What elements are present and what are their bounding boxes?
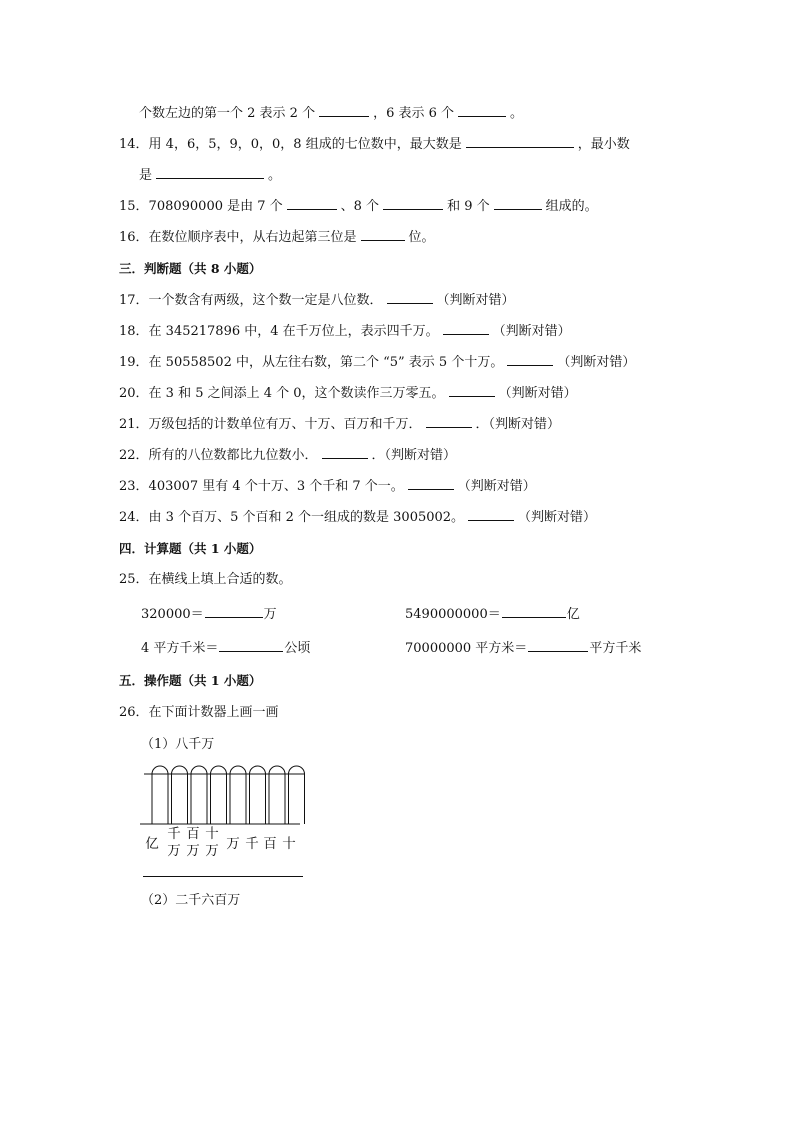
text: 70000000 平方米＝ <box>405 641 528 656</box>
abacus-rod-2[interactable] <box>172 766 188 824</box>
q13-continuation <box>139 104 523 123</box>
answer-blank[interactable] <box>361 228 405 241</box>
text: 19．在 50558502 中，从左往右数，第二个 “5” 表示 5 个十万。 <box>119 355 504 370</box>
abacus-rod-3[interactable] <box>191 766 207 824</box>
answer-blank[interactable] <box>494 197 542 210</box>
text: 是 <box>139 168 153 183</box>
text: 5490000000＝ <box>405 607 501 622</box>
answer-blank[interactable] <box>408 477 454 490</box>
question-20 <box>119 384 577 403</box>
question-26: 26．在下面计数器上画一画 <box>119 705 279 720</box>
label-bottom: 万 <box>186 843 200 859</box>
answer-blank[interactable] <box>319 104 369 117</box>
abacus-rod-8[interactable] <box>289 766 305 824</box>
question-14 <box>119 135 630 154</box>
label-top: 百 <box>263 836 277 852</box>
calc-item-2 <box>405 605 580 624</box>
answer-blank[interactable] <box>458 104 506 117</box>
answer-blank[interactable] <box>219 639 283 652</box>
answer-blank[interactable] <box>502 605 566 618</box>
text: 17．一个数含有两级，这个数一定是八位数． <box>119 293 383 308</box>
abacus-label-8 <box>280 836 298 853</box>
question-21 <box>119 415 560 434</box>
answer-blank[interactable] <box>322 446 368 459</box>
part-1-label: （1）八千万 <box>141 737 215 752</box>
abacus-label-1 <box>143 836 161 853</box>
question-19 <box>119 353 635 372</box>
text: 亿 <box>566 607 580 622</box>
label-top: 十 <box>282 836 296 852</box>
text: 位。 <box>408 230 435 245</box>
answer-blank[interactable] <box>449 384 495 397</box>
label-top: 亿 <box>145 836 159 852</box>
abacus-rod-5[interactable] <box>230 766 246 824</box>
text: 和 9 个 <box>447 199 490 214</box>
question-15 <box>119 197 598 216</box>
text: 320000＝ <box>141 607 204 622</box>
question-25: 25．在横线上填上合适的数。 <box>119 572 292 587</box>
label-top: 十 <box>205 826 219 842</box>
text: ，最小数 <box>577 137 630 152</box>
answer-blank[interactable] <box>528 639 588 652</box>
text: 公顷 <box>284 641 311 656</box>
text: 。 <box>268 168 282 183</box>
question-17 <box>119 291 515 310</box>
answer-blank[interactable] <box>205 605 263 618</box>
text: （判断对错） <box>492 324 571 339</box>
text: 23．403007 里有 4 个十万、3 个千和 7 个一。 <box>119 479 404 494</box>
label-bottom: 万 <box>205 843 219 859</box>
text: 22．所有的八位数都比九位数小． <box>119 448 318 463</box>
text: 。 <box>510 106 524 121</box>
abacus-label-2 <box>165 826 183 860</box>
text: 万 <box>263 607 277 622</box>
answer-blank[interactable] <box>426 415 472 428</box>
text: 平方千米 <box>589 641 642 656</box>
text: 4 平方千米＝ <box>141 641 219 656</box>
abacus-rod-7[interactable] <box>269 766 285 824</box>
answer-blank[interactable] <box>387 291 433 304</box>
answer-blank[interactable] <box>466 135 574 148</box>
text: 个数左边的第一个 2 表示 2 个 <box>139 106 316 121</box>
text: ．（判断对错） <box>371 448 457 463</box>
label-top: 千 <box>245 836 259 852</box>
section-3-heading: 三．判断题（共 8 小题） <box>119 261 262 276</box>
abacus-label-4 <box>203 826 221 860</box>
abacus-label-5 <box>224 836 242 853</box>
text: 14．用 4，6，5，9，0，0，8 组成的七位数中，最大数是 <box>119 137 462 152</box>
question-16 <box>119 228 435 247</box>
answer-blank[interactable] <box>507 353 553 366</box>
text: （判断对错） <box>518 510 597 525</box>
answer-blank[interactable] <box>443 322 489 335</box>
label-top: 千 <box>167 826 181 842</box>
text: ，6 表示 6 个 <box>373 106 455 121</box>
question-22 <box>119 446 456 465</box>
abacus-label-3 <box>184 826 202 860</box>
label-top: 万 <box>226 836 240 852</box>
part-2-label: （2）二千六百万 <box>141 893 241 908</box>
calc-item-3 <box>141 639 310 658</box>
text: （判断对错） <box>436 293 515 308</box>
abacus-label-6 <box>243 836 261 853</box>
answer-blank[interactable] <box>383 197 443 210</box>
question-23 <box>119 477 536 496</box>
label-bottom: 万 <box>167 843 181 859</box>
text: 15．708090000 是由 7 个 <box>119 199 283 214</box>
text: 21．万级包括的计数单位有万、十万、百万和千万． <box>119 417 422 432</box>
calc-item-1 <box>141 605 277 624</box>
abacus-frame[interactable] <box>140 762 310 828</box>
text: 18．在 345217896 中，4 在千万位上，表示四千万。 <box>119 324 439 339</box>
question-18 <box>119 322 571 341</box>
calc-item-4 <box>405 639 641 658</box>
abacus-rod-1[interactable] <box>152 766 168 824</box>
question-14-cont <box>139 166 281 185</box>
divider-line <box>143 876 303 877</box>
answer-blank[interactable] <box>156 166 264 179</box>
text: （判断对错） <box>557 355 636 370</box>
question-24 <box>119 508 596 527</box>
answer-blank[interactable] <box>287 197 337 210</box>
text: 16．在数位顺序表中，从右边起第三位是 <box>119 230 357 245</box>
text: （判断对错） <box>457 479 536 494</box>
text: 20．在 3 和 5 之间添上 4 个 0，这个数读作三万零五。 <box>119 386 445 401</box>
section-4-heading: 四．计算题（共 1 小题） <box>119 541 262 556</box>
text: 、8 个 <box>340 199 380 214</box>
text: ．（判断对错） <box>475 417 561 432</box>
text: 组成的。 <box>545 199 598 214</box>
section-5-heading: 五．操作题（共 1 小题） <box>119 673 262 688</box>
label-top: 百 <box>186 826 200 842</box>
text: （判断对错） <box>498 386 577 401</box>
answer-blank[interactable] <box>468 508 514 521</box>
abacus-rod-6[interactable] <box>250 766 266 824</box>
abacus-label-7 <box>261 836 279 853</box>
text: 24．由 3 个百万、5 个百和 2 个一组成的数是 3005002。 <box>119 510 465 525</box>
abacus-rod-4[interactable] <box>211 766 227 824</box>
